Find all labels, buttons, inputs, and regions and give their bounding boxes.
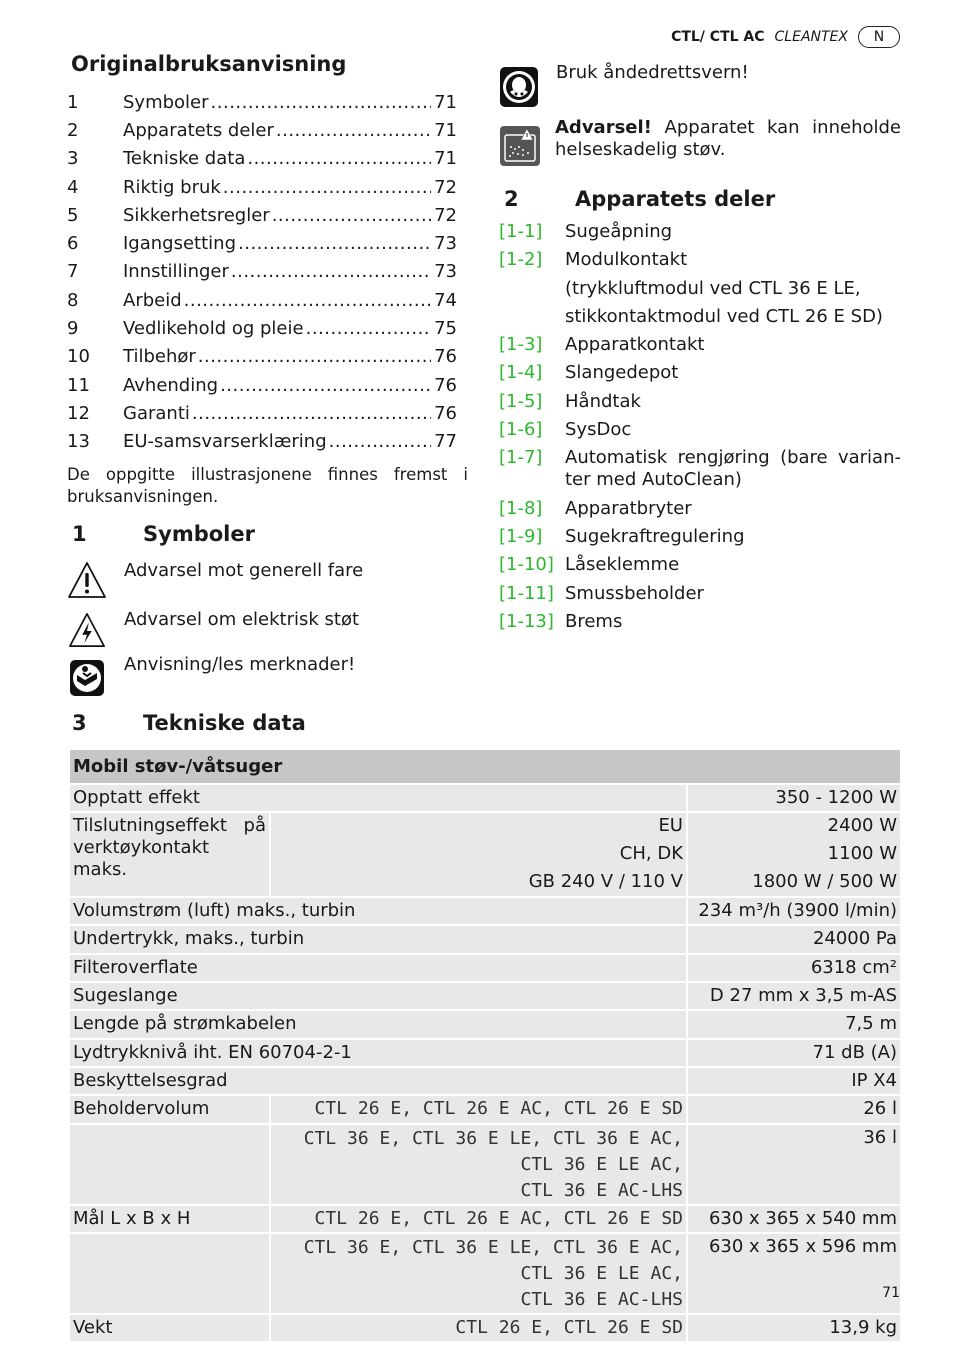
toc-leader-dots bbox=[238, 233, 431, 254]
toc-item-number: 3 bbox=[67, 148, 79, 170]
dims-models: CTL 26 E, CTL 26 E AC, CTL 26 E SD bbox=[270, 1205, 687, 1233]
dims-models bbox=[270, 1233, 687, 1314]
part-reference: [1-1] bbox=[499, 221, 543, 242]
header-model: CTL/ CTL AC bbox=[671, 29, 765, 45]
toc-leader-dots bbox=[306, 318, 431, 339]
vacuum-value: 24000 Pa bbox=[687, 925, 901, 953]
toc-item-number: 10 bbox=[67, 346, 90, 368]
part-reference: [1-3] bbox=[499, 334, 543, 356]
toc-item-title: Igangsetting bbox=[123, 233, 237, 255]
airflow-value: 234 m³/h (3900 l/min) bbox=[687, 897, 901, 925]
volume-models bbox=[270, 1124, 687, 1205]
volume-value: 36 l bbox=[687, 1124, 901, 1205]
toc-item-number: 1 bbox=[67, 91, 79, 113]
table-row bbox=[69, 1314, 901, 1342]
connect-region: GB 240 V / 110 V bbox=[270, 869, 687, 897]
toc-leader-dots bbox=[198, 346, 431, 367]
volume-label: Beholdervolum bbox=[69, 1095, 270, 1123]
warning-triangle-icon bbox=[67, 560, 107, 600]
toc-item-number: 12 bbox=[67, 402, 90, 424]
part-item bbox=[499, 249, 901, 271]
table-row bbox=[69, 1067, 901, 1095]
connect-region: CH, DK bbox=[270, 841, 687, 869]
toc-item-page: 77 bbox=[434, 431, 457, 453]
dims-models-line: CTL 36 E AC-LHS bbox=[520, 1288, 683, 1310]
toc-item[interactable] bbox=[67, 343, 457, 371]
part-reference bbox=[499, 278, 565, 300]
part-item bbox=[499, 391, 901, 413]
toc-item-title: Innstillinger bbox=[123, 261, 229, 283]
part-reference: [1-4] bbox=[499, 362, 543, 384]
table-row bbox=[69, 982, 901, 1010]
toc-leader-dots bbox=[247, 148, 431, 169]
electric-shock-icon bbox=[67, 611, 107, 649]
table-row bbox=[69, 812, 901, 840]
toc-item-title: EU-samsvarserklæring bbox=[123, 431, 327, 453]
part-text: Sugekraftregulering bbox=[565, 525, 745, 547]
part-text: stikkontaktmodul ved CTL 26 E SD) bbox=[565, 305, 883, 327]
power-value: 350 - 1200 W bbox=[687, 784, 901, 812]
connect-label: Tilslutningseffekt på verktøykontakt maks. bbox=[69, 812, 270, 897]
filter-value: 6318 cm² bbox=[687, 954, 901, 982]
toc-item-number: 8 bbox=[67, 289, 79, 311]
toc-title: Originalbruksanvisning bbox=[71, 52, 347, 76]
table-row bbox=[69, 1010, 901, 1038]
connect-value: 1100 W bbox=[687, 841, 901, 869]
dust-warning-label: Advarsel! bbox=[555, 117, 652, 138]
table-header-row bbox=[69, 749, 901, 784]
part-reference: [1-6] bbox=[499, 419, 543, 441]
toc-item[interactable] bbox=[67, 88, 457, 116]
connect-value: 2400 W bbox=[687, 812, 901, 840]
toc-item-title: Sikkerhetsregler bbox=[123, 204, 270, 226]
table-row bbox=[69, 1233, 901, 1314]
part-item bbox=[499, 334, 901, 356]
toc-item-title: Vedlikehold og pleie bbox=[123, 318, 304, 340]
part-reference: [1-13] bbox=[499, 610, 554, 632]
read-manual-icon bbox=[69, 659, 105, 697]
toc-item-number: 11 bbox=[67, 374, 90, 396]
section-2-number: 2 bbox=[504, 187, 519, 211]
toc-item[interactable] bbox=[67, 371, 457, 399]
volume-value: 26 l bbox=[687, 1095, 901, 1123]
table-row bbox=[69, 784, 901, 812]
empty-cell bbox=[69, 1124, 270, 1205]
toc-leader-dots bbox=[231, 261, 431, 282]
protection-label: Beskyttelsesgrad bbox=[69, 1067, 687, 1095]
part-text: Låseklemme bbox=[565, 554, 680, 576]
toc-leader-dots bbox=[220, 375, 431, 396]
dims-models-line: CTL 36 E, CTL 36 E LE, CTL 36 E AC, CTL 36 E LE AC, bbox=[303, 1236, 683, 1284]
dims-label: Mål L x B x H bbox=[69, 1205, 270, 1233]
section-1-title: Symboler bbox=[143, 522, 255, 546]
toc-item[interactable] bbox=[67, 173, 457, 201]
language-badge: N bbox=[858, 26, 900, 48]
table-row bbox=[69, 1039, 901, 1067]
part-item bbox=[499, 498, 901, 520]
toc-item-title: Riktig bruk bbox=[123, 176, 221, 198]
part-text: Håndtak bbox=[565, 390, 641, 412]
toc-item[interactable] bbox=[67, 286, 457, 314]
toc-leader-dots bbox=[272, 205, 431, 226]
toc-item-title: Tekniske data bbox=[123, 148, 246, 170]
toc-leader-dots bbox=[184, 290, 431, 311]
part-item bbox=[499, 583, 901, 605]
table-row bbox=[69, 897, 901, 925]
page-number: 71 bbox=[882, 1285, 900, 1301]
toc-leader-dots bbox=[211, 92, 431, 113]
toc-item-number: 6 bbox=[67, 233, 79, 255]
part-text: Brems bbox=[565, 610, 623, 632]
toc-item-number: 4 bbox=[67, 176, 79, 198]
section-2-title: Apparatets deler bbox=[575, 187, 776, 211]
toc-item[interactable] bbox=[67, 229, 457, 257]
part-reference: [1-8] bbox=[499, 497, 543, 519]
toc-item-number: 2 bbox=[67, 119, 79, 141]
weight-models: CTL 26 E, CTL 26 E SD bbox=[270, 1314, 687, 1342]
dust-warning bbox=[555, 117, 901, 161]
toc-item-page: 72 bbox=[434, 176, 457, 198]
part-item bbox=[499, 306, 901, 328]
empty-cell bbox=[69, 1233, 270, 1314]
part-text: Slangedepot bbox=[565, 362, 679, 384]
dust-hazard-icon bbox=[499, 125, 541, 167]
part-item bbox=[499, 526, 901, 548]
volume-models-line: CTL 36 E, CTL 36 E LE, CTL 36 E AC, CTL 36 E LE AC, bbox=[303, 1127, 683, 1175]
toc-item-page: 76 bbox=[434, 402, 457, 424]
part-item bbox=[499, 611, 901, 633]
hose-label: Sugeslange bbox=[69, 982, 687, 1010]
header-brand: CLEANTEX bbox=[774, 29, 848, 45]
part-reference: [1-2] bbox=[499, 249, 543, 271]
dims-value: 630 x 365 x 596 mm bbox=[687, 1233, 901, 1314]
part-reference: [1-7] bbox=[499, 447, 543, 469]
volume-models-line: CTL 36 E AC-LHS bbox=[520, 1179, 683, 1201]
table-row bbox=[69, 954, 901, 982]
table-row bbox=[69, 1205, 901, 1233]
respirator-text: Bruk åndedrettsvern! bbox=[556, 62, 749, 83]
toc-leader-dots bbox=[329, 431, 431, 452]
part-reference: [1-11] bbox=[499, 582, 554, 604]
cable-label: Lengde på strømkabelen bbox=[69, 1010, 687, 1038]
part-reference: [1-9] bbox=[499, 525, 543, 547]
cable-value: 7,5 m bbox=[687, 1010, 901, 1038]
symbol-text: Advarsel mot generell fare bbox=[124, 560, 364, 581]
toc-item-page: 71 bbox=[434, 148, 457, 170]
dims-value: 630 x 365 x 540 mm bbox=[687, 1205, 901, 1233]
dust-warning-text: Apparatet kan inneholde helseskadelig støv. bbox=[555, 117, 901, 160]
toc-item-page: 72 bbox=[434, 204, 457, 226]
table-row bbox=[69, 925, 901, 953]
filter-label: Filteroverflate bbox=[69, 954, 687, 982]
toc-item-page: 73 bbox=[434, 233, 457, 255]
parts-list bbox=[499, 221, 901, 639]
toc-item[interactable] bbox=[67, 399, 457, 427]
toc-item-title: Apparatets deler bbox=[123, 119, 274, 141]
noise-value: 71 dB (A) bbox=[687, 1039, 901, 1067]
toc-item-number: 7 bbox=[67, 261, 79, 283]
toc-item[interactable] bbox=[67, 201, 457, 229]
part-item bbox=[499, 554, 901, 576]
part-reference: [1-5] bbox=[499, 390, 543, 412]
toc-item[interactable] bbox=[67, 145, 457, 173]
respirator-icon bbox=[499, 66, 539, 108]
volume-models: CTL 26 E, CTL 26 E AC, CTL 26 E SD bbox=[270, 1095, 687, 1123]
toc-item[interactable] bbox=[67, 258, 457, 286]
part-text: Automatisk rengjøring (bare varian-ter med AutoClean) bbox=[565, 447, 901, 491]
hose-value: D 27 mm x 3,5 m-AS bbox=[687, 982, 901, 1010]
illustration-note: De oppgitte illustrasjonene finnes fremst i bruksanvisningen. bbox=[67, 465, 468, 506]
toc-item-title: Tilbehør bbox=[123, 346, 196, 368]
part-reference: [1-10] bbox=[499, 554, 554, 576]
toc-item-page: 76 bbox=[434, 374, 457, 396]
part-text: Sugeåpning bbox=[565, 221, 673, 242]
part-text: Smussbeholder bbox=[565, 582, 704, 604]
section-3-title: Tekniske data bbox=[143, 711, 306, 735]
weight-value: 13,9 kg bbox=[687, 1314, 901, 1342]
connect-region: EU bbox=[270, 812, 687, 840]
connect-value: 1800 W / 500 W bbox=[687, 869, 901, 897]
table-of-contents bbox=[67, 88, 457, 456]
toc-item-page: 71 bbox=[434, 91, 457, 113]
toc-item-title: Arbeid bbox=[123, 289, 182, 311]
toc-item-number: 5 bbox=[67, 204, 79, 226]
table-row bbox=[69, 1095, 901, 1123]
page-header bbox=[671, 26, 900, 48]
part-reference bbox=[499, 306, 565, 328]
power-label: Opptatt effekt bbox=[69, 784, 687, 812]
toc-item-number: 13 bbox=[67, 431, 90, 453]
toc-item-title: Avhending bbox=[123, 374, 219, 396]
part-item bbox=[499, 221, 901, 243]
toc-item-number: 9 bbox=[67, 318, 79, 340]
protection-value: IP X4 bbox=[687, 1067, 901, 1095]
part-text: Modulkontakt bbox=[565, 249, 688, 271]
part-item bbox=[499, 278, 901, 300]
noise-label: Lydtrykknivå iht. EN 60704-2-1 bbox=[69, 1039, 687, 1067]
toc-leader-dots bbox=[223, 177, 431, 198]
part-item bbox=[499, 447, 901, 491]
toc-leader-dots bbox=[192, 403, 431, 424]
part-text: (trykkluftmodul ved CTL 36 E LE, bbox=[565, 277, 861, 299]
part-text: Apparatbryter bbox=[565, 497, 692, 519]
toc-item-page: 71 bbox=[434, 119, 457, 141]
toc-leader-dots bbox=[276, 120, 431, 141]
toc-item-page: 73 bbox=[434, 261, 457, 283]
toc-item-title: Garanti bbox=[123, 402, 190, 424]
section-1-number: 1 bbox=[72, 522, 87, 546]
part-item bbox=[499, 362, 901, 384]
part-item bbox=[499, 419, 901, 441]
table-row bbox=[69, 1124, 901, 1205]
symbol-text: Advarsel om elektrisk støt bbox=[124, 609, 360, 630]
toc-item-title: Symboler bbox=[123, 91, 209, 113]
section-3-number: 3 bbox=[72, 711, 87, 735]
toc-item[interactable] bbox=[67, 314, 457, 342]
weight-label: Vekt bbox=[69, 1314, 270, 1342]
toc-item-page: 76 bbox=[434, 346, 457, 368]
symbol-text: Anvisning/les merknader! bbox=[124, 654, 356, 675]
toc-item[interactable] bbox=[67, 116, 457, 144]
toc-item-page: 74 bbox=[434, 289, 457, 311]
toc-item-page: 75 bbox=[434, 318, 457, 340]
vacuum-label: Undertrykk, maks., turbin bbox=[69, 925, 687, 953]
part-text: SysDoc bbox=[565, 419, 632, 441]
part-text: Apparatkontakt bbox=[565, 334, 705, 356]
toc-item[interactable] bbox=[67, 428, 457, 456]
tech-data-table bbox=[68, 748, 902, 1343]
table-header: Mobil støv-/våtsuger bbox=[69, 749, 901, 784]
airflow-label: Volumstrøm (luft) maks., turbin bbox=[69, 897, 687, 925]
